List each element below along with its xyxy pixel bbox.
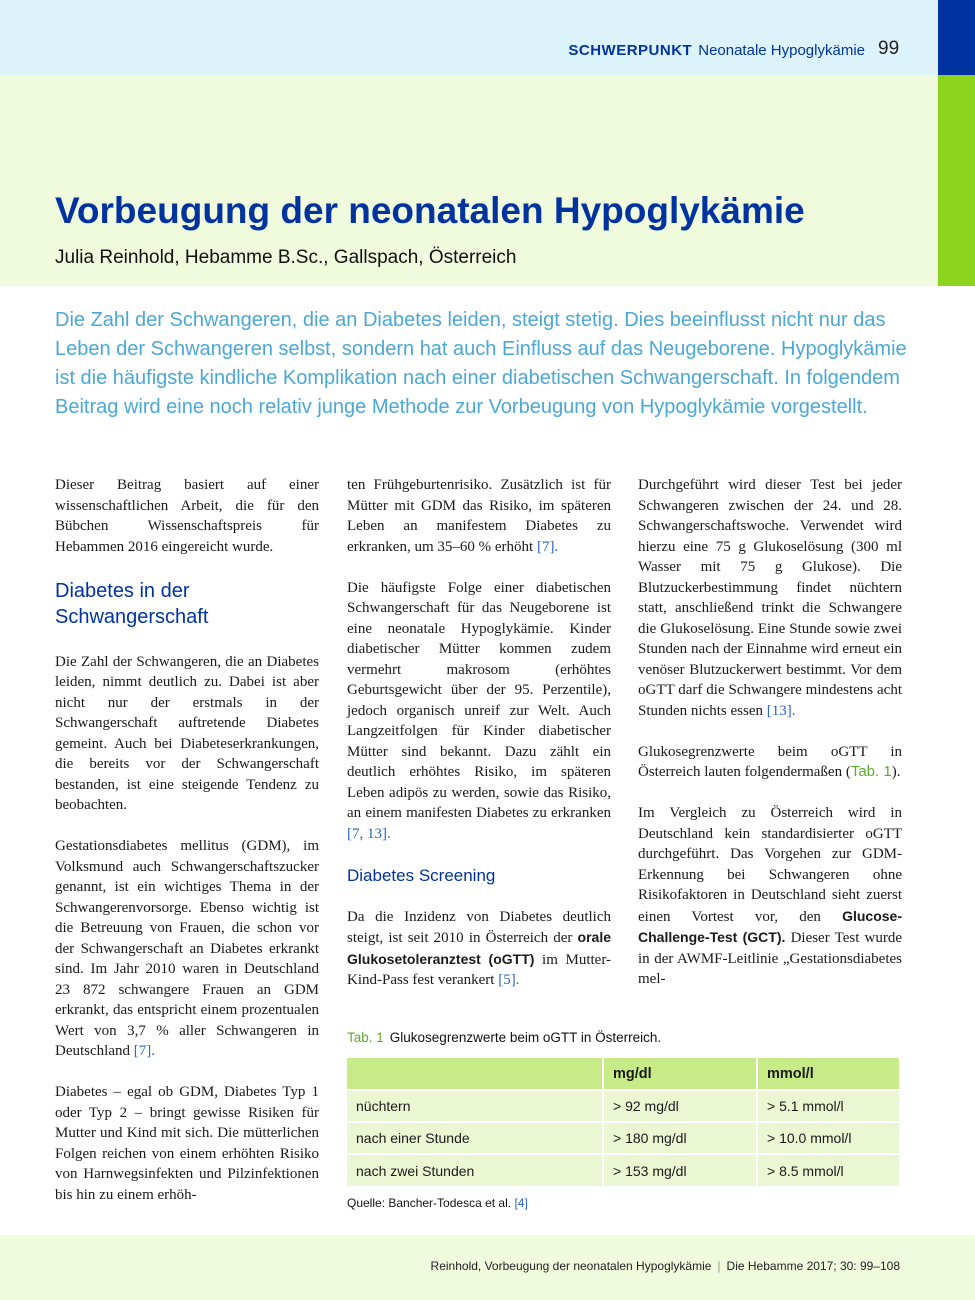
table-cell: nüchtern bbox=[347, 1090, 603, 1122]
paragraph-text: im Mutter-Kind-Pass fest verankert bbox=[347, 951, 612, 988]
table-header-row bbox=[347, 1058, 899, 1090]
footer-citation bbox=[431, 1259, 900, 1273]
table-caption-text: Glukosegrenzwerte beim oGTT in Österreich. bbox=[389, 1030, 662, 1045]
glucose-threshold-table bbox=[347, 1058, 899, 1186]
paragraph bbox=[55, 836, 319, 1062]
paragraph bbox=[638, 803, 902, 990]
footer-author: Reinhold, bbox=[430, 1259, 482, 1273]
bold-term: Glucose-Challenge-Test (GCT). bbox=[638, 907, 902, 945]
table-cell: > 10.0 mmol/l bbox=[757, 1122, 899, 1154]
paragraph bbox=[347, 907, 611, 991]
paragraph: Die Zahl der Schwangeren, die an Diabetes leiden, nimmt deutlich zu. Dabei ist aber nicht nur der erstmals in der Schwangerschaft auftretende Diabetes gemeint. Auch bei Diabeteserkrankungen, die bereits vor der Schwangerschaft bestanden, ist eine steigende Tendenz zu beobachten. bbox=[55, 653, 319, 813]
table-cell: > 5.1 mmol/l bbox=[757, 1090, 899, 1122]
paragraph-text: Die häufigste Folge einer diabetischen Schwangerschaft für das Neugeborene ist eine neonatale Hypoglykämie. Kinder diabetischer Mütter kommen zudem vermehrt makrosom (erhöhtes Geburtsgewicht über der 95. Perzentile), jedoch organisch unreif zur Welt. Auch Langzeitfolgen für Kinder diabetischer Mütter sind bekannt. Dazu zählt ein deutlich erhöhtes Risiko, im späteren Leben adipös zu werden, sowie das Risiko, an einem manifesten Diabetes zu erkranken bbox=[347, 579, 611, 821]
paragraph-text: Da die Inzidenz von Diabetes deutlich steigt, ist seit 2010 in Österreich der bbox=[347, 908, 611, 946]
paragraph bbox=[638, 475, 902, 721]
table-row bbox=[347, 1122, 899, 1154]
section-tab-green bbox=[938, 75, 975, 286]
table-source-text: Quelle: Bancher-Todesca et al. bbox=[347, 1196, 512, 1210]
section-tab-blue bbox=[938, 0, 975, 75]
intro-note: Dieser Beitrag basiert auf einer wissenschaftlichen Arbeit, die für den Bübchen Wissenschaftspreis für Hebammen 2016 eingereicht wurde. bbox=[55, 477, 319, 555]
citation-link[interactable]: [7]. bbox=[133, 1043, 155, 1059]
citation-link[interactable]: [4] bbox=[514, 1196, 528, 1210]
paragraph bbox=[347, 578, 611, 845]
citation-link[interactable]: [13]. bbox=[766, 702, 796, 719]
table-row bbox=[347, 1090, 899, 1122]
table-header-cell bbox=[347, 1058, 603, 1090]
paragraph: Diabetes – egal ob GDM, Diabetes Typ 1 oder Typ 2 – bringt gewisse Risiken für Mutter und Kind mit sich. Die mütterlichen Folgen reichen von einem erhöhten Risiko von Harnwegsinfekten und Pilzinfektionen bis hin zu einem erhöh- bbox=[55, 1084, 319, 1203]
paragraph bbox=[347, 475, 611, 557]
table-cell: > 180 mg/dl bbox=[603, 1122, 757, 1154]
footer-journal: Die Hebamme 2017; 30: 99–108 bbox=[726, 1259, 900, 1273]
table-label: Tab. 1 bbox=[347, 1030, 384, 1045]
paragraph-text: Dieser Test wurde in der AWMF-Leitlinie „Gestationsdiabetes mel- bbox=[638, 930, 903, 987]
text-column-3 bbox=[638, 475, 902, 1010]
citation-link[interactable]: [5]. bbox=[498, 972, 520, 988]
paragraph-text: ten Frühgeburtenrisiko. Zusätzlich ist für Mütter mit GDM das Risiko, im späteren Leben an manifestem Diabetes zu erkranken, um 35–60 % erhöht bbox=[347, 477, 611, 555]
running-head bbox=[568, 42, 865, 59]
paragraph-text: Durchgeführt wird dieser Test bei jeder Schwangeren zwischen der 24. und 28. Schwangerschaftswoche. Verwendet wird hierzu eine 75 g Glukoselösung (300 ml Wasser mit 75 g Glukose). Die Blutzuckerbestimmung findet nüchtern statt, anschließend trinkt die Schwangere die Glukoselösung. Eine Stunde sowie zwei Stunden nach der Einnahme wird erneut ein venöser Blutzuckerwert bestimmt. Vor dem oGTT darf die Schwangere mindestens acht Stunden nichts essen bbox=[638, 477, 902, 719]
article-title: Vorbeugung der neonatalen Hypoglykämie bbox=[55, 190, 805, 231]
article-authors: Julia Reinhold, Hebamme B.Sc., Gallspach, Österreich bbox=[55, 247, 517, 268]
page-number: 99 bbox=[878, 38, 900, 59]
table-cell: nach einer Stunde bbox=[347, 1122, 603, 1154]
footer-separator: | bbox=[717, 1259, 721, 1273]
table-header-cell: mmol/l bbox=[757, 1058, 899, 1090]
table-reference-link[interactable]: Tab. 1 bbox=[850, 763, 892, 780]
table-source bbox=[347, 1196, 528, 1210]
table-cell: > 153 mg/dl bbox=[603, 1154, 757, 1186]
paragraph-text: ). bbox=[891, 764, 901, 780]
citation-link[interactable]: [7]. bbox=[536, 538, 559, 555]
paragraph bbox=[638, 742, 902, 783]
section-heading-screening: Diabetes Screening bbox=[347, 865, 496, 885]
table-cell: nach zwei Stunden bbox=[347, 1154, 603, 1186]
citation-link[interactable]: [7, 13]. bbox=[347, 825, 391, 842]
text-column-2 bbox=[347, 475, 611, 1011]
section-heading-diabetes: Diabetes in der Schwangerschaft bbox=[55, 579, 209, 628]
paragraph-text: Glukosegrenzwerte beim oGTT in Österreich lauten folgendermaßen ( bbox=[638, 743, 902, 780]
paragraph-text: Gestationsdiabetes mellitus (GDM), im Volksmund auch Schwangerschaftszucker genannt, ist ein wichtiges Thema in der Schwangerenvorsorge. Ebenso wichtig ist die Betreuung von Frauen, die schon vor der Schwangerschaft an Diabetes erkrankt sind. Im Jahr 2010 waren in Deutschland 23 872 schwangere Frauen an GDM erkrankt, das entspricht einem prozentualen Wert von 3,7 % aller Schwangeren in Deutschland bbox=[55, 838, 319, 1059]
running-head-section: SCHWERPUNKT bbox=[568, 42, 693, 59]
article-abstract: Die Zahl der Schwangeren, die an Diabetes leiden, steigt stetig. Dies beeinflusst nicht nur das Leben der Schwangeren selbst, sondern hat auch Einfluss auf das Neugeborene. Hypoglykämie ist die häufigste kindliche Komplikation nach einer diabetischen Schwangerschaft. In folgendem Beitrag wird eine noch relativ junge Methode zur Vorbeugung von Hypoglykämie vorgestellt. bbox=[55, 309, 907, 418]
footer-title: Vorbeugung der neonatalen Hypoglykämie bbox=[484, 1259, 712, 1273]
table-cell: > 92 mg/dl bbox=[603, 1090, 757, 1122]
table-header-cell: mg/dl bbox=[603, 1058, 757, 1090]
table-cell: > 8.5 mmol/l bbox=[757, 1154, 899, 1186]
paragraph-text: Im Vergleich zu Österreich wird in Deutschland kein standardisierter oGTT durchgeführt. Das Vorgehen zur GDM-Erkennung bei Schwangeren ohne Risikofaktoren in Deutschland sieht zuerst einen Vortest vor, den bbox=[638, 805, 902, 925]
bold-term: orale Glukosetoleranztest (oGTT) bbox=[347, 929, 611, 967]
running-head-topic: Neonatale Hypoglykämie bbox=[698, 42, 865, 59]
table-caption bbox=[347, 1030, 661, 1045]
table-row bbox=[347, 1154, 899, 1186]
text-column-1 bbox=[55, 475, 319, 1226]
header-band bbox=[0, 0, 938, 75]
